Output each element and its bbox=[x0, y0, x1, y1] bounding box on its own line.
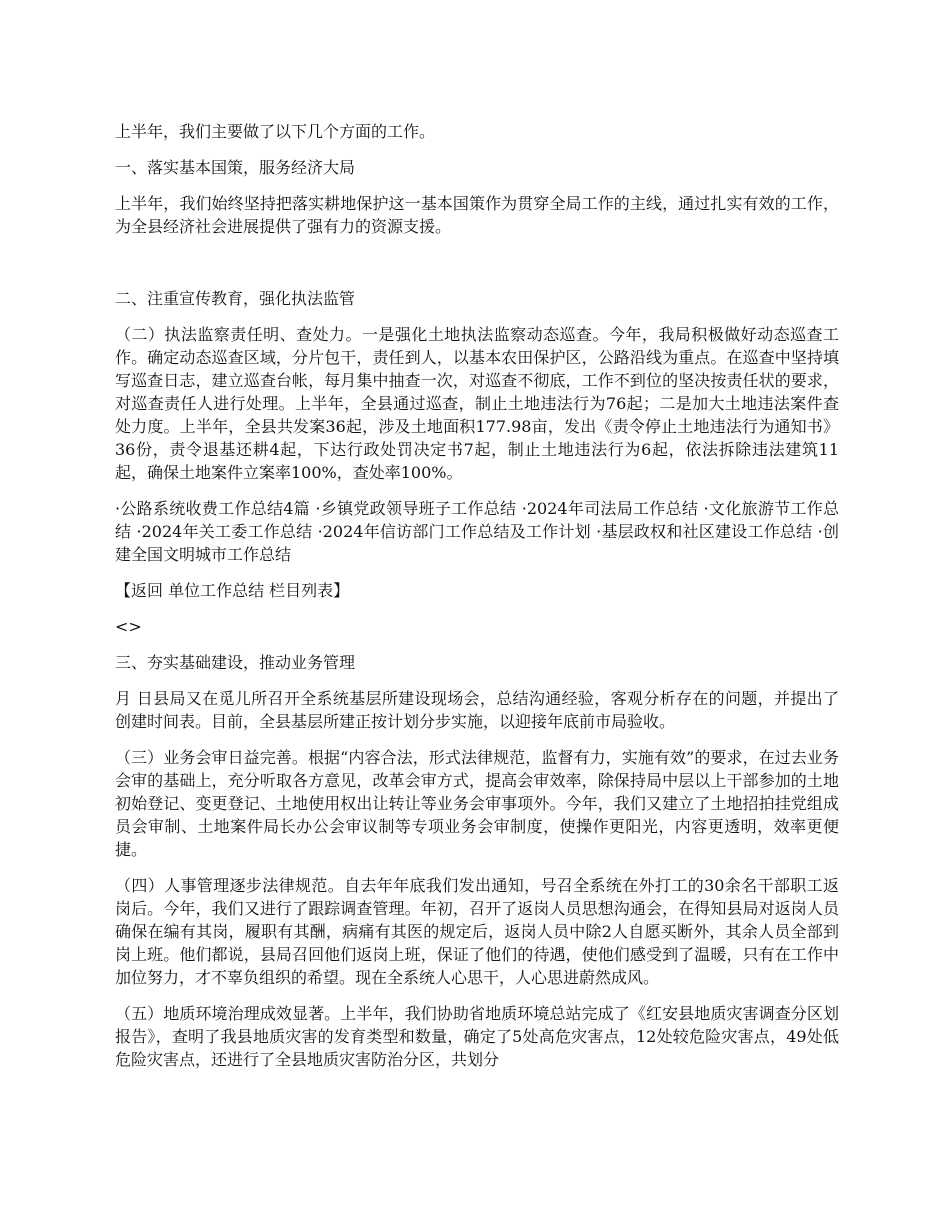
back-to-list-link[interactable]: 【返回 单位工作总结 栏目列表】 bbox=[115, 581, 350, 600]
document-body bbox=[115, 120, 839, 1084]
section-1-paragraph: 上半年，我们始终坚持把落实耕地保护这一基本国策作为贯穿全局工作的主线，通过扎实有效的工作，为全县经济社会进展提供了强有力的资源支援。 bbox=[115, 194, 839, 236]
personnel-paragraph: （四）人事管理逐步法律规范。自去年年底我们发出通知，号召全系统在外打工的30余名干部职工返岗后。今年，我们又进行了跟踪调查管理。年初，召开了返岗人员思想沟通会，在得知县局对返岗人员确保在编有其岗，履职有其酬，病痛有其医的规定后，返岗人员中除2人自愿买断外，其余人员全部到岗上班。他们都说，县局召回他们返岗上班，保证了他们的待遇，使他们感受到了温暖，只有在工作中加位努力，才不辜负组织的希望。现在全系统人心思干，人心思进蔚然成风。 bbox=[115, 876, 839, 987]
grassroots-paragraph: 月 日县局又在觅儿所召开全系统基层所建设现场会，总结沟通经验，客观分析存在的问题，并提出了创建时间表。目前，全县基层所建正按计划分步实施，以迎接年底前市局验收。 bbox=[115, 689, 839, 731]
section-heading-3: 三、夯实基础建设，推动业务管理 bbox=[115, 653, 356, 672]
section-heading-2: 二、注重宣传教育，强化执法监管 bbox=[115, 289, 356, 308]
related-links[interactable]: ·公路系统收费工作总结4篇 ·乡镇党政领导班子工作总结 ·2024年司法局工作总结 ·文化旅游节工作总结 ·2024年关工委工作总结 ·2024年信访部门工作总结及工作计划 ·基层政权和社区建设工作总结 ·创建全国文明城市工作总结 bbox=[115, 499, 839, 564]
business-review-paragraph: （三）业务会审日益完善。根据“内容合法，形式法律规范，监督有力，实施有效”的要求，在过去业务会审的基础上，充分听取各方意见，改革会审方式，提高会审效率，除保持局中层以上干部参加的土地初始登记、变更登记、土地使用权出让转让等业务会审事项外。今年，我们又建立了土地招拍挂党组成员会审制、土地案件局长办公会审议制等专项业务会审制度，使操作更阳光，内容更透明，效率更便捷。 bbox=[115, 748, 839, 859]
geology-paragraph: （五）地质环境治理成效显著。上半年，我们协助省地质环境总站完成了《红安县地质灾害调查分区划报告》，查明了我县地质灾害的发育类型和数量，确定了5处高危灾害点，12处较危险灾害点，49处低危险灾害点，还进行了全县地质灾害防治分区，共划分 bbox=[115, 1004, 839, 1069]
section-heading-1: 一、落实基本国策，服务经济大局 bbox=[115, 158, 356, 177]
law-enforcement-paragraph: （二）执法监察责任明、查处力。一是强化土地执法监察动态巡查。今年，我局积极做好动态巡查工作。确定动态巡查区域，分片包干，责任到人，以基本农田保护区，公路沿线为重点。在巡查中坚持填写巡查日志，建立巡查台帐，每月集中抽查一次，对巡查不彻底，工作不到位的坚决按责任状的要求，对巡查责任人进行处理。上半年，全县通过巡查，制止土地违法行为76起；二是加大土地违法案件查处力度。上半年，全县共发案36起，涉及土地面积177.98亩，发出《责令停止土地违法行为通知书》36份，责令退基还耕4起，下达行政处罚决定书7起，制止土地违法行为6起，依法拆除违法建筑11起，确保土地案件立案率100%，查处率100%。 bbox=[115, 325, 839, 482]
pagination-arrows[interactable]: <> bbox=[115, 617, 142, 636]
intro-paragraph: 上半年，我们主要做了以下几个方面的工作。 bbox=[115, 122, 436, 141]
